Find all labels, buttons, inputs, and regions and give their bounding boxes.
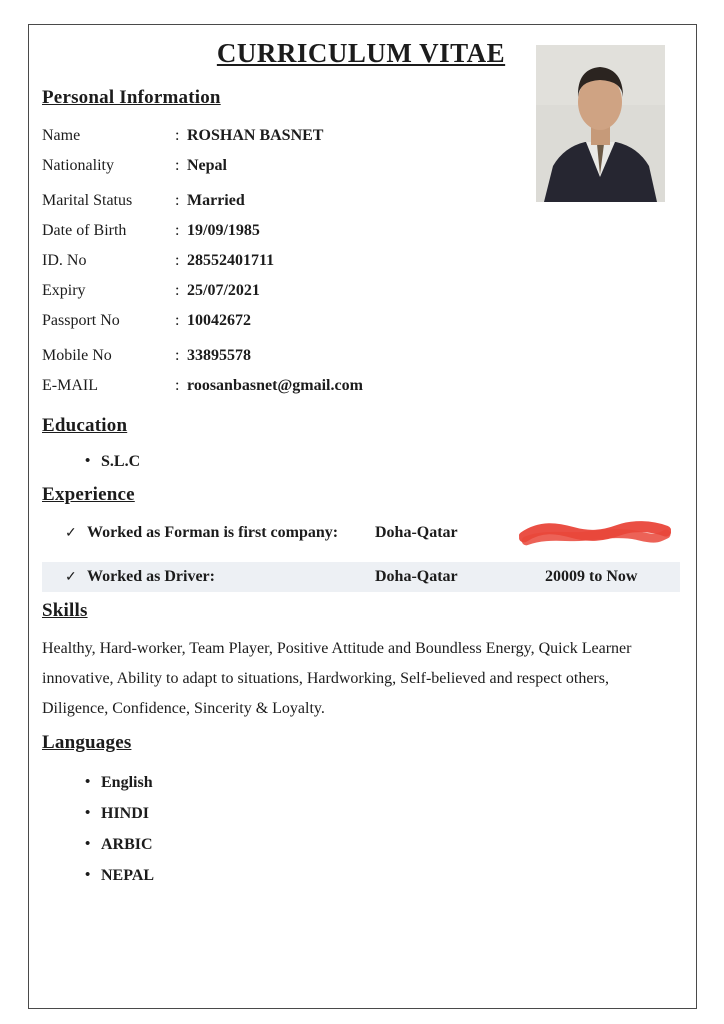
field-colon: : [175, 127, 180, 144]
education-item [42, 447, 680, 476]
field-value: 19/09/1985 [187, 222, 260, 239]
bullet-icon: • [85, 836, 91, 852]
field-row-marital-status [42, 186, 680, 216]
check-icon: ✓ [65, 569, 77, 585]
field-label: ID. No [42, 252, 87, 269]
experience-row-driver [42, 562, 680, 592]
field-label: Nationality [42, 157, 114, 174]
field-value: roosanbasnet@gmail.com [187, 377, 363, 394]
field-label: Passport No [42, 312, 120, 329]
section-heading-languages: Languages [42, 732, 132, 753]
field-label: Expiry [42, 282, 86, 299]
experience-row-forman [42, 518, 680, 548]
skills-paragraph: Healthy, Hard-worker, Team Player, Positive Attitude and Boundless Energy, Quick Learner innovative, Ability to adapt to situations, Hardworking, Self-believed and respect others, Diligence, Confidence, Sincerity & Loyalty. [42, 640, 632, 717]
field-value: Married [187, 192, 245, 209]
experience-rows [42, 518, 680, 592]
cv-title: CURRICULUM VITAE [216, 38, 506, 68]
bullet-icon: • [85, 805, 91, 821]
field-label: Marital Status [42, 192, 133, 209]
field-colon: : [175, 347, 180, 364]
field-row-expiry [42, 276, 680, 306]
field-colon: : [175, 377, 180, 394]
experience-dates-redacted [545, 520, 671, 546]
red-marker-scribble-icon [519, 518, 672, 548]
field-value: 28552401711 [187, 252, 275, 269]
field-row-name [42, 121, 680, 151]
language-item-arbic [42, 829, 680, 860]
language-item-label: ARBIC [101, 835, 153, 853]
education-list [42, 447, 680, 476]
field-colon: : [175, 252, 180, 269]
field-value: Nepal [187, 157, 227, 174]
field-row-mobile-no [42, 341, 680, 371]
bullet-icon: • [85, 774, 91, 790]
field-label: E-MAIL [42, 377, 98, 394]
section-heading-experience: Experience [42, 484, 135, 505]
field-colon: : [175, 282, 180, 299]
field-row-passport-no [42, 306, 680, 336]
field-value: ROSHAN BASNET [187, 127, 324, 144]
check-icon: ✓ [65, 525, 77, 541]
language-item-label: English [101, 773, 153, 791]
cv-content [42, 38, 680, 891]
field-value: 10042672 [187, 312, 251, 329]
field-label: Mobile No [42, 347, 112, 364]
field-colon: : [175, 192, 180, 209]
language-item-hindi [42, 798, 680, 829]
field-label: Date of Birth [42, 222, 127, 239]
section-heading-skills: Skills [42, 600, 88, 621]
field-row-id-no [42, 246, 680, 276]
bullet-icon: • [85, 453, 91, 469]
field-value: 33895578 [187, 347, 251, 364]
language-item-english [42, 767, 680, 798]
experience-location: Doha-Qatar [375, 568, 458, 585]
experience-role: Worked as Driver: [87, 568, 215, 585]
language-item-label: NEPAL [101, 866, 155, 884]
section-heading-education: Education [42, 415, 128, 436]
language-item-nepal [42, 860, 680, 891]
languages-list [42, 767, 680, 891]
section-heading-personal: Personal Information [42, 87, 221, 108]
field-row-nationality [42, 151, 680, 181]
field-row-email [42, 371, 680, 401]
field-colon: : [175, 222, 180, 239]
field-colon: : [175, 157, 180, 174]
field-value: 25/07/2021 [187, 282, 260, 299]
field-row-date-of-birth [42, 216, 680, 246]
experience-role: Worked as Forman is first company: [87, 524, 339, 541]
education-item-label: S.L.C [101, 452, 141, 470]
experience-dates: 20009 to Now [545, 568, 638, 585]
language-item-label: HINDI [101, 804, 150, 822]
personal-fields [42, 121, 680, 401]
experience-location: Doha-Qatar [375, 524, 458, 541]
field-colon: : [175, 312, 180, 329]
field-label: Name [42, 127, 81, 144]
bullet-icon: • [85, 867, 91, 883]
